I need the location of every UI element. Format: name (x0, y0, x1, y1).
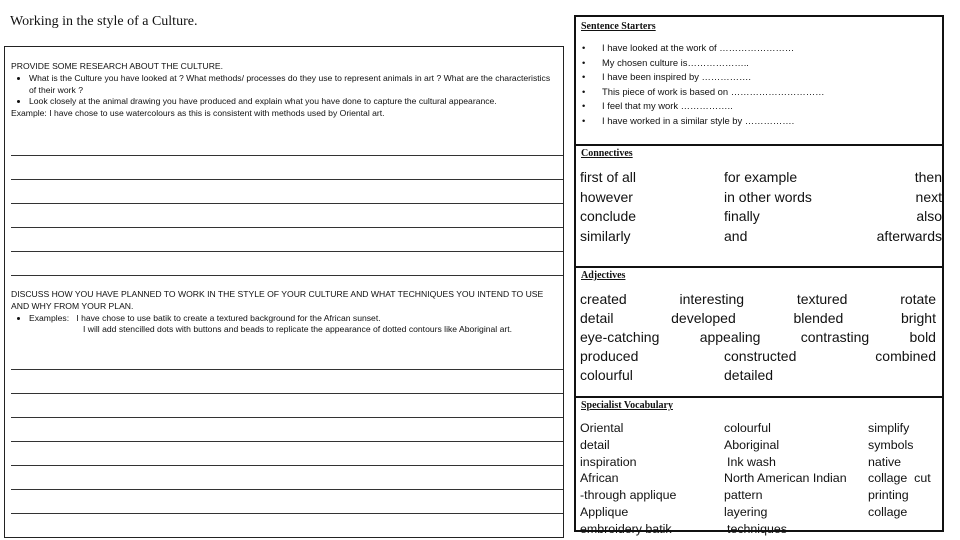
adjectives-heading: Adjectives (581, 270, 626, 281)
vocab-word: pattern (724, 488, 763, 503)
connective-word: similarly (580, 227, 631, 244)
connectives-grid (580, 168, 942, 246)
connective-word: in other words (724, 188, 812, 205)
adjective-word: contrasting (800, 329, 870, 345)
adjective-word: constructed (724, 348, 797, 364)
adjective-word: developed (671, 310, 736, 326)
connective-word: for example (724, 169, 798, 185)
adjective-line (580, 366, 936, 385)
connective-word: afterwards (876, 227, 942, 244)
research-heading: PROVIDE SOME RESEARCH ABOUT THE CULTURE. (11, 61, 224, 71)
adjectives-list (580, 290, 936, 385)
vocab-word: collage cut (868, 471, 931, 486)
word-bank (574, 15, 944, 536)
plan-heading: DISCUSS HOW YOU HAVE PLANNED TO WORK IN THE STYLE OF YOUR CULTURE AND WHAT TECHNIQUES YOU INTEND TO USE AND WHY FROM YOUR PLAN. (11, 289, 544, 311)
answer-line[interactable] (11, 275, 563, 276)
vocab-word: techniques (727, 521, 787, 536)
vocab-word: Aboriginal (724, 437, 780, 452)
starter-item: • I have been inspired by ……………. (602, 70, 824, 85)
vocab-word: symbols (868, 437, 914, 452)
vocab-word: layering (724, 504, 768, 519)
specialist-grid (580, 420, 940, 538)
starter-item: • This piece of work is based on ………………………… (602, 85, 824, 100)
research-bullet: • Look closely at the animal drawing you have produced and explain what you have done to capture the cultural appearance. (29, 96, 557, 108)
connective-word: conclude (580, 208, 637, 224)
adjective-word: rotate (900, 291, 936, 307)
adjective-word: interesting (679, 291, 745, 307)
vocab-word: Ink wash (727, 454, 776, 469)
connective-word: first of all (580, 169, 637, 185)
connective-word: next (915, 188, 942, 205)
adjective-line (580, 309, 936, 328)
connective-word: then (914, 169, 942, 185)
connective-word: however (580, 188, 633, 205)
adjective-word: eye-catching (580, 329, 660, 345)
research-example: Example: I have chose to use watercolours as this is consistent with methods used by Oriental art. (11, 108, 385, 119)
vocab-word: embroidery batik (580, 521, 672, 536)
adjective-word: colourful (580, 367, 633, 383)
connective-word: and (724, 227, 748, 244)
adjective-line (580, 347, 936, 366)
answer-line[interactable] (11, 393, 563, 394)
vocab-word: North American Indian (724, 471, 847, 486)
answer-line[interactable] (11, 155, 563, 156)
answer-line[interactable] (11, 203, 563, 204)
vocab-word: -through applique (580, 488, 677, 503)
adjective-word: blended (793, 310, 844, 326)
research-bullet: • What is the Culture you have looked at ? What methods/ processes do they use to represent animals in art ? What are the characteristics of their work ? (29, 73, 557, 97)
starter-item: • My chosen culture is……………….. (602, 56, 824, 71)
plan-instructions (11, 289, 557, 336)
connective-word: finally (724, 208, 760, 224)
specialist-vocabulary-section (576, 398, 942, 536)
sentence-starters-heading: Sentence Starters (581, 21, 656, 32)
connectives-heading: Connectives (581, 148, 633, 159)
adjective-word: created (580, 291, 627, 307)
answer-line[interactable] (11, 513, 563, 514)
adjective-line (580, 328, 936, 347)
answer-line[interactable] (11, 417, 563, 418)
adjective-line (580, 290, 936, 309)
adjective-word: detail (580, 310, 614, 326)
sentence-starters-section (576, 17, 942, 146)
adjective-word: appealing (699, 329, 761, 345)
vocab-word: collage (868, 504, 908, 519)
vocab-word: Applique (580, 504, 629, 519)
vocab-word: native (868, 454, 902, 469)
research-instructions (11, 61, 557, 120)
vocab-word: detail (580, 437, 610, 452)
answer-line[interactable] (11, 227, 563, 228)
sentence-starters-list (580, 41, 824, 129)
writing-area (4, 46, 564, 538)
vocab-word: African (580, 471, 619, 486)
adjective-word: produced (580, 348, 639, 364)
adjectives-section (576, 268, 942, 398)
vocab-word: printing (868, 488, 909, 503)
connective-word: also (916, 208, 942, 224)
starter-item: • I have worked in a similar style by ……………. (602, 114, 824, 129)
starter-item: • I have looked at the work of …………………… (602, 41, 824, 56)
answer-line[interactable] (11, 369, 563, 370)
answer-line[interactable] (11, 489, 563, 490)
plan-example-1: I have chose to use batik to create a textured background for the African sunset. (76, 312, 381, 323)
vocab-word (868, 521, 940, 538)
answer-line[interactable] (11, 441, 563, 442)
vocab-word: simplify (868, 421, 910, 435)
vocab-word: colourful (724, 421, 771, 435)
adjective-word: textured (796, 291, 848, 307)
starter-item: • I feel that my work …………….. (602, 99, 824, 114)
plan-example-label: Examples: (29, 312, 70, 323)
connectives-section (576, 146, 942, 268)
plan-example-2: I will add stencilled dots with buttons and beads to replicate the appearance of dotted contours like Aboriginal art. (83, 324, 512, 335)
page-title: Working in the style of a Culture. (10, 14, 198, 29)
plan-bullets (11, 313, 557, 325)
answer-line[interactable] (11, 251, 563, 252)
vocab-word: Oriental (580, 421, 624, 435)
adjective-word: detailed (724, 367, 774, 383)
specialist-vocabulary-heading: Specialist Vocabulary (581, 400, 673, 411)
answer-line[interactable] (11, 179, 563, 180)
adjective-word: combined (875, 348, 936, 364)
adjective-word: bold (909, 329, 936, 345)
research-bullets (11, 73, 557, 108)
answer-line[interactable] (11, 465, 563, 466)
adjective-word: bright (900, 310, 936, 326)
vocab-word: inspiration (580, 454, 637, 469)
